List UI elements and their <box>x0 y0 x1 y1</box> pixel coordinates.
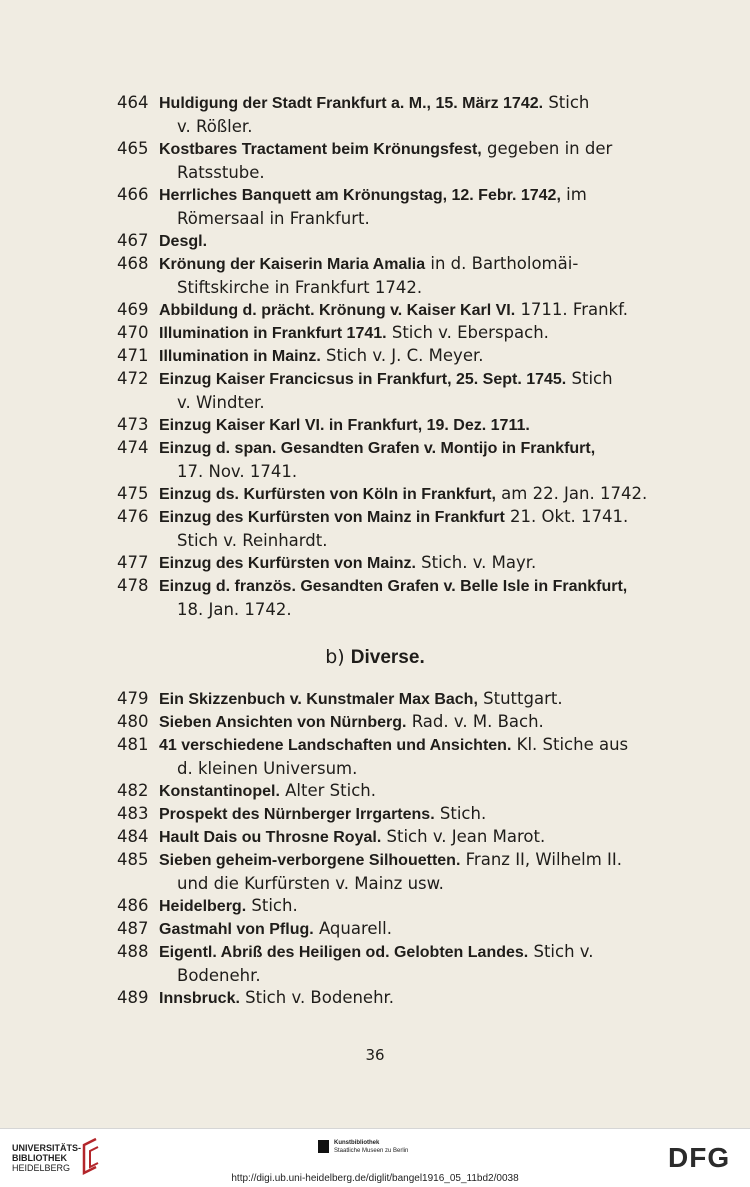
ub-line3: HEIDELBERG <box>12 1163 71 1173</box>
entry-continuation: v. Rößler. <box>177 117 253 136</box>
entry-continuation: Stiftskirche in Frankfurt 1742. <box>177 278 423 297</box>
entry-number: 465 <box>117 139 149 158</box>
entry-title: Herrliches Banquett am Krönungstag, 12. Febr. 1742, <box>159 187 561 204</box>
entry-number: 468 <box>117 254 149 273</box>
entry-title: Hault Dais ou Throsne Royal. <box>159 829 382 846</box>
entry-title: Kostbares Tractament beim Krönungsfest, <box>159 141 482 158</box>
entry-title: Einzug Kaiser Francicsus in Frankfurt, 25. Sept. 1745. <box>159 371 567 388</box>
entry-number: 487 <box>117 919 149 938</box>
entry-text <box>159 229 675 253</box>
entry-continuation: und die Kurfürsten v. Mainz usw. <box>177 874 444 893</box>
entry-title: 41 verschiedene Landschaften und Ansichten. <box>159 737 512 754</box>
entry-text <box>159 482 675 506</box>
entry-number: 478 <box>117 576 149 595</box>
entry-title: Sieben Ansichten von Nürnberg. <box>159 714 407 731</box>
entry-title: Einzug d. französ. Gesandten Grafen v. Belle Isle in Frankfurt, <box>159 578 628 595</box>
entry-continuation: 17. Nov. 1741. <box>177 462 298 481</box>
entry-text <box>159 917 675 941</box>
kunstbibliothek-logo-icon <box>318 1140 329 1153</box>
entry-title: Ein Skizzenbuch v. Kunstmaler Max Bach, <box>159 691 478 708</box>
entry-detail: gegeben in der <box>487 139 613 158</box>
entry-text <box>159 344 675 368</box>
kb-line1: Kunstbibliothek <box>334 1140 380 1146</box>
entry-number: 483 <box>117 804 149 823</box>
entry-detail: Stich. <box>439 804 487 823</box>
entry-text <box>159 436 675 483</box>
entry-text <box>159 252 675 299</box>
entry-number: 476 <box>117 507 149 526</box>
entry-number: 464 <box>117 93 149 112</box>
entry-detail: Kl. Stiche aus <box>516 735 629 754</box>
entry-detail: Stich v. J. C. Meyer. <box>326 346 484 365</box>
entry-text <box>159 894 675 918</box>
entry-detail: Rad. v. M. Bach. <box>411 712 544 731</box>
entry-detail: Stich v. Jean Marot. <box>386 827 546 846</box>
entry-number: 477 <box>117 553 149 572</box>
section-prefix: b) <box>325 646 345 668</box>
entry-number: 470 <box>117 323 149 342</box>
entry-text <box>159 321 675 345</box>
entry-detail: in d. Bartholomäi- <box>430 254 579 273</box>
entry-title: Konstantinopel. <box>159 783 280 800</box>
entry-text <box>159 710 675 734</box>
entry-detail: Alter Stich. <box>285 781 376 800</box>
entry-title: Illumination in Frankfurt 1741. <box>159 325 387 342</box>
entry-number: 472 <box>117 369 149 388</box>
entry-title: Innsbruck. <box>159 990 240 1007</box>
entry-title: Illumination in Mainz. <box>159 348 321 365</box>
entry-detail: Stuttgart. <box>483 689 563 708</box>
entry-number: 475 <box>117 484 149 503</box>
entry-detail: im <box>566 185 587 204</box>
entry-detail: 1711. Frankf. <box>520 300 628 319</box>
page-number: 36 <box>365 1046 385 1064</box>
entry-number: 466 <box>117 185 149 204</box>
entry-number: 467 <box>117 231 149 250</box>
entry-title: Einzug Kaiser Karl VI. in Frankfurt, 19. Dez. 1711. <box>159 417 530 434</box>
entry-detail: 21. Okt. 1741. <box>510 507 629 526</box>
entry-continuation: Bodenehr. <box>177 966 261 985</box>
entry-title: Gastmahl von Pflug. <box>159 921 314 938</box>
kb-line2: Staatliche Museen zu Berlin <box>334 1148 409 1154</box>
entry-text <box>159 779 675 803</box>
entry-detail: Aquarell. <box>318 919 392 938</box>
entry-number: 471 <box>117 346 149 365</box>
entry-text <box>159 574 675 621</box>
entry-number: 485 <box>117 850 149 869</box>
entry-number: 473 <box>117 415 149 434</box>
entry-text <box>159 367 675 414</box>
entry-detail: Stich <box>548 93 590 112</box>
section-heading <box>0 646 750 669</box>
entry-text <box>159 183 675 230</box>
entry-detail: Stich v. <box>533 942 594 961</box>
entry-text <box>159 802 675 826</box>
entry-number: 469 <box>117 300 149 319</box>
entry-detail: Stich <box>571 369 613 388</box>
entry-text <box>159 733 675 780</box>
entry-detail: am 22. Jan. 1742. <box>501 484 648 503</box>
entry-number: 488 <box>117 942 149 961</box>
entry-text <box>159 137 675 184</box>
ub-line1: UNIVERSITÄTS- <box>12 1143 82 1153</box>
entry-number: 474 <box>117 438 149 457</box>
entry-number: 489 <box>117 988 149 1007</box>
entry-title: Einzug d. span. Gesandten Grafen v. Montijo in Frankfurt, <box>159 440 596 457</box>
entry-title: Prospekt des Nürnberger Irrgartens. <box>159 806 435 823</box>
footer-bar <box>0 1128 750 1187</box>
kunstbibliothek-logo[interactable] <box>334 1139 408 1155</box>
entry-number: 486 <box>117 896 149 915</box>
university-library-logo[interactable] <box>12 1143 81 1173</box>
entry-detail: Stich. v. Mayr. <box>421 553 537 572</box>
entry-continuation: v. Windter. <box>177 393 265 412</box>
entry-continuation: Ratsstube. <box>177 163 265 182</box>
entry-text <box>159 687 675 711</box>
entry-text <box>159 505 675 552</box>
entry-number: 482 <box>117 781 149 800</box>
entry-number: 484 <box>117 827 149 846</box>
entry-title: Abbildung d. prächt. Krönung v. Kaiser Karl VI. <box>159 302 516 319</box>
entry-number: 481 <box>117 735 149 754</box>
entry-title: Heidelberg. <box>159 898 247 915</box>
entry-text <box>159 848 675 895</box>
entry-detail: Stich. <box>251 896 298 915</box>
entry-text <box>159 91 675 138</box>
entry-detail: Stich v. Eberspach. <box>391 323 549 342</box>
entry-continuation: 18. Jan. 1742. <box>177 600 292 619</box>
entry-text <box>159 413 675 437</box>
entry-title: Huldigung der Stadt Frankfurt a. M., 15. März 1742. <box>159 95 544 112</box>
entry-title: Krönung der Kaiserin Maria Amalia <box>159 256 426 273</box>
entry-text <box>159 940 675 987</box>
dfg-logo[interactable]: DFG <box>668 1142 731 1173</box>
entry-continuation: Stich v. Reinhardt. <box>177 531 328 550</box>
entry-continuation: d. kleinen Universum. <box>177 759 358 778</box>
entry-title: Desgl. <box>159 233 208 250</box>
ub-bracket-icon <box>78 1137 104 1177</box>
entry-text <box>159 986 675 1010</box>
entry-number: 480 <box>117 712 149 731</box>
entry-text <box>159 298 675 322</box>
entry-title: Einzug ds. Kurfürsten von Köln in Frankfurt, <box>159 486 496 503</box>
entry-title: Einzug des Kurfürsten von Mainz in Frankfurt <box>159 509 505 526</box>
entry-detail: Franz II, Wilhelm II. <box>465 850 623 869</box>
entry-detail: Stich v. Bodenehr. <box>245 988 395 1007</box>
entry-text <box>159 551 675 575</box>
entry-title: Eigentl. Abriß des Heiligen od. Gelobten Landes. <box>159 944 529 961</box>
permalink-url[interactable]: http://digi.ub.uni-heidelberg.de/diglit/bangel1916_05_11bd2/0038 <box>231 1173 519 1184</box>
entry-continuation: Römersaal in Frankfurt. <box>177 209 370 228</box>
entry-text <box>159 825 675 849</box>
entry-title: Sieben geheim-verborgene Silhouetten. <box>159 852 461 869</box>
entry-title: Einzug des Kurfürsten von Mainz. <box>159 555 416 572</box>
entry-number: 479 <box>117 689 149 708</box>
section-title: Diverse. <box>350 647 425 668</box>
ub-line2: BIBLIOTHEK <box>12 1153 67 1163</box>
